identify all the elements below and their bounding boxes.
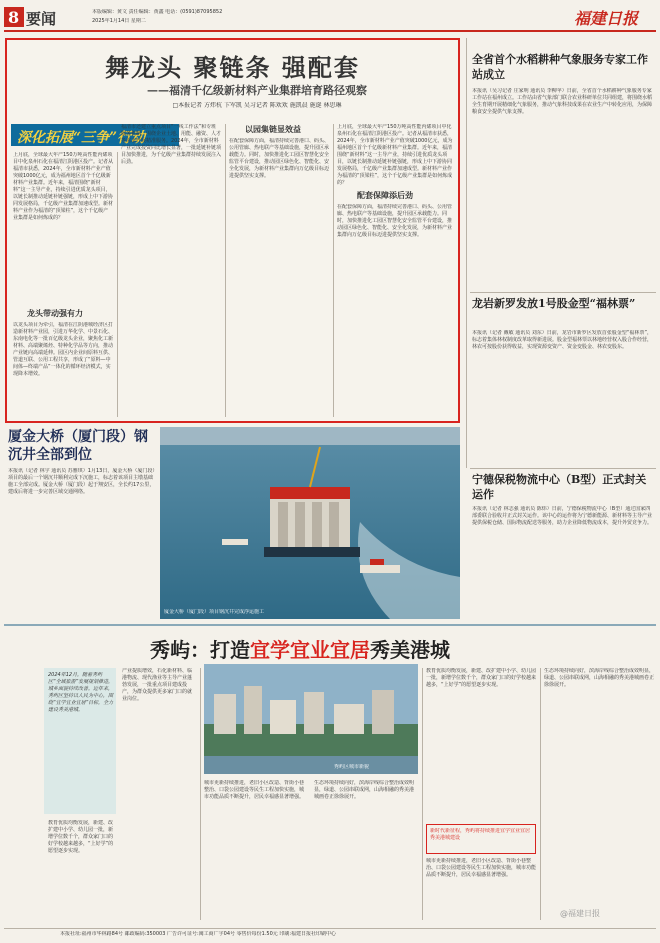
lead-subheadline: ——福清千亿级新材料产业集群培育路径观察	[147, 84, 367, 97]
masthead-meta: 本版编辑：黄文 责任编辑：黄鑫 电话：(0591)87095852	[92, 9, 223, 15]
bottom-col4-text: 生态环境持续向好，滨海岸线综合整治成效明显，绿道、公园串联成网，山海相融的秀美港城画卷正徐徐展开。	[314, 780, 415, 800]
left2-headline: 厦金大桥（厦门段）钢沉井全部到位	[8, 429, 148, 463]
right3-headline: 宁德保税物流中心（B型）正式封关运作	[472, 473, 647, 501]
bottom-headline-part-a: 秀屿：打造	[150, 638, 250, 662]
bottom-col3-text: 城市更新持续推进，老旧小区改造、背街小巷整治、口袋公园建设等民生工程加快实施，城市功能品质不断提升，居民幸福感显著增强。	[204, 780, 305, 800]
bottom-photo-caption: 秀屿区城市新貌	[334, 764, 370, 770]
footer-watermark: @福建日报	[560, 909, 600, 918]
right1-headline: 全省首个水稻耕种气象服务专家工作站成立	[472, 53, 648, 81]
bottom-headline-highlight: 宜学宜业宜居	[250, 638, 370, 662]
masthead-date: 2025年1月14日 星期二	[92, 18, 146, 24]
right1-text: 本报讯（吴习记者 庄家明 通讯员 李柳苹）日前，全省首个水稻耕种气象服务专家工作站在福州成立。工作站由省气象部门联合农业科研单位共同组建，将围绕水稻全生育期开展精细化气象服务，推动气象科技成果在农业生产中转化应用，为保障粮食安全提供气象支撑。	[472, 88, 653, 115]
bottom-photo	[204, 664, 418, 774]
bridge-photo-caption: 厦金大桥（厦门段）项目钢沉井完成浮运施工	[164, 609, 265, 615]
lead-col1-text: 上月底，全球最大年产150万吨高性能丙烯项目中化泉州石化在福清江阴港区投产。记者从福清市获悉，2024年，全市新材料产业产值突破1000亿元，成为福州地区首个千亿级新材料产业集群。近年来，福清围绕“新材料”这一主导产业，持续引进优质龙头项目，以链长制推动延链补链强链，形成上中下游协同发展格局，千亿级产业集群加速成型。新材料产业作为福清的“顶梁柱”，这个千亿级产业集群是如何炼成的？	[13, 152, 113, 221]
bottom-col5-text: 教育优质均衡发展，新建、改扩建中小学、幼儿园一批，新增学位数千个，群众家门口的好学校越来越多，“上好学”的愿望逐步实现。	[426, 668, 536, 688]
bottom-col6-text: 城市更新持续推进，老旧小区改造、背街小巷整治、口袋公园建设等民生工程加快实施，城市功能品质不断提升，居民幸福感显著增强。	[426, 858, 536, 878]
masthead	[0, 0, 660, 32]
right2-text: 本报讯（记者 戴敏 通讯员 刘东）日前，龙岩市新罗区发放首张股金型“福林票”，标志着集体林权制度改革取得新进展。股金型福林票以林地经营权入股合作经营，林农可按股份获得收益，实现资源变资产、资金变股金、林农变股东。	[472, 330, 653, 350]
lead-byline: □本报记者 方炜杭 卞军凯 吴习记者 陈欢欢 施凯晨 施诞 林思琳	[172, 102, 342, 109]
bottom-feature	[0, 628, 660, 928]
lead-headline: 舞龙头 聚链条 强配套	[105, 53, 360, 82]
bridge-photo	[160, 427, 460, 619]
lead-banner-text: 深化拓展“三争”行动	[17, 130, 146, 146]
footer-text: 本报社址:福州市华林路84号 邮政编码:350003 广告许可证号:闽工商广字04号 零售价每份1.50元 印刷:福建日报社印刷中心	[60, 931, 337, 937]
lead-subhead-1: 以园集链显效益	[245, 124, 301, 134]
bottom-col1-text: 教育优质均衡发展，新建、改扩建中小学、幼儿园一批，新增学位数千个，群众家门口的好学校越来越多，“上好学”的愿望逐步实现。	[48, 820, 114, 854]
bottom-pullquote: 新时代新征程，秀屿将持续推进宜学宜业宜居秀美港城建设	[430, 828, 531, 841]
lead-col5-text: 上月底，全球最大年产150万吨高性能丙烯项目中化泉州石化在福清江阴港区投产。记者从福清市获悉，2024年，全市新材料产业产值突破1000亿元，成为福州地区首个千亿级新材料产业集群。近年来，福清围绕“新材料”这一主导产业，持续引进优质龙头项目，以链长制推动延链补链强链，形成上中下游协同发展格局，千亿级产业集群加速成型。新材料产业作为福清的“顶梁柱”，这个千亿级产业集群是如何炼成的？	[337, 124, 453, 186]
left2-text: 本报讯（记者 林宇 通讯员 苏雅琪）1月13日，厦金大桥（厦门段）项目的最后一个钢沉井顺利完成下沉施工，标志着该项目主墩基础施工全部完成。厦金大桥（厦门段）起于翔安区，全长约17公里，建成后将进一步完善区域交通网络。	[8, 468, 155, 495]
bottom-col2-text: 产业提质增效，石化新材料、临港物流、现代渔业等主导产业蓬勃发展，一批重点项目建成投产，为群众提供更多家门口的就业岗位。	[122, 668, 193, 702]
bottom-photo-illustration	[204, 664, 418, 774]
lead-col2-text: 以龙头项目为牵引，福清在江阴港城经济区打造新材料产业园，引进万华化学、中景石化、东南电化等一批百亿级龙头企业，聚焦化工新材料、高端聚烯烃、特种化学品等方向，推动产业链向高端延伸。园区内企业间原料互供、管道互联、公用工程共享，形成了“原料—中间体—终端产品”一体化的循环经济模式，实现降本增效。	[13, 322, 113, 377]
bridge-photo-illustration	[160, 427, 460, 619]
section-title: 要闻	[26, 10, 57, 28]
masthead-rule	[4, 30, 656, 32]
bottom-headline	[150, 634, 450, 663]
newspaper-logo: 福建日报	[574, 9, 639, 28]
right3-text: 本报讯（记者 林志强 通讯员 陈炜）日前，宁德保税物流中心（B型）通过国家四部委联合验收并正式封关运作。该中心的运作将为宁德新能源、新材料等主导产业提供保税仓储、国际物流配送等服务，助力企业降低物流成本，提升外贸竞争力。	[472, 506, 653, 526]
lead-story-box	[5, 38, 460, 423]
bottom-headline-part-c: 秀美港城	[370, 638, 450, 662]
lead-subhead-2: 龙头带动强有力	[27, 308, 83, 318]
lead-subhead-3: 配套保障添后劲	[357, 190, 413, 200]
bottom-col7-text: 生态环境持续向好，滨海岸线综合整治成效明显，绿道、公园串联成网，山海相融的秀美港城画卷正徐徐展开。	[544, 668, 654, 688]
page-number: 8	[8, 8, 20, 27]
lead-col5b-text: 在配套保障方面，福清持续完善港口、码头、公用管廊、热电联产等基础设施，提升园区承载能力。同时，加快推进化工园区智慧化安全监管平台建设，推动园区绿色化、智能化、安全化发展，为新材料产业集群向万亿级目标迈进提供坚实支撑。	[337, 204, 453, 238]
lead-col4-text: 在配套保障方面，福清持续完善港口、码头、公用管廊、热电联产等基础设施，提升园区承载能力。同时，加快推进化工园区智慧化安全监管平台建设，推动园区绿色化、智能化、安全化发展，为新材料产业集群向万亿级目标迈进提供坚实支撑。	[229, 138, 329, 179]
lead-col3-text: 福清市还建立重点项目“一线工作法”和专班服务机制，围绕企业土地、用能、融资、人才等需求开展精准服务。2024年，全市新材料产业完成投资同比增长显著，一批延链补链项目加快推进，为千亿级产业集群持续发展注入后劲。	[121, 124, 221, 165]
right2-headline: 龙岩新罗发放1号股金型“福林票”	[472, 297, 636, 310]
bottom-intro-text: 2024年12月，随着秀屿区“全域旅游”发展规划推进，城乡面貌持续改善。近年来，秀屿区坚持以人民为中心，围绕“宜学宜业宜居”目标，全力建设秀美港城。	[48, 672, 114, 713]
